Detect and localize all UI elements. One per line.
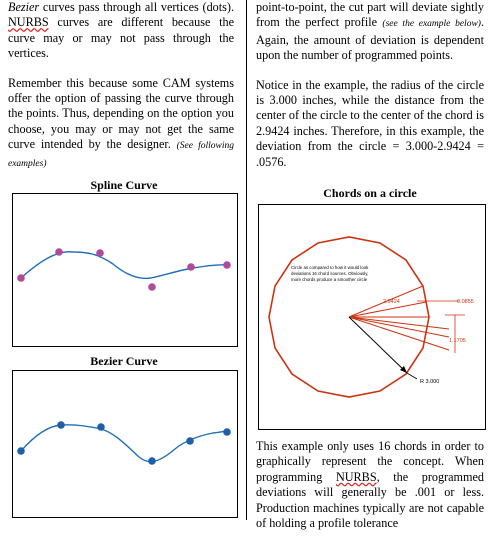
term-nurbs: NURBS: [8, 15, 49, 30]
paragraph-deviation-example: Notice in the example, the radius of the circle is 3.000 inches, while the distance from the center of the circle to the center of the chord is 2.9424 inches. Therefore, in this example, the deviation from the circle = 3.000-2.9424 = .0576.: [256, 77, 484, 169]
text-fragment: curves pass through all vertices (dots).: [39, 0, 234, 14]
chords-figure-title-wrap: [256, 186, 484, 201]
bezier-figure-title: Bezier Curve: [90, 354, 158, 368]
spline-figure-title: Spline Curve: [90, 178, 158, 192]
paragraph-bezier-nurbs: [8, 0, 234, 62]
spline-control-point: [96, 249, 104, 257]
text-fragment: , the programmed deviations will generally be .001 or less. Production machines typically are not capable of holding a profile tolerance: [256, 469, 484, 531]
bezier-control-point: [97, 423, 105, 431]
spline-control-point: [223, 261, 231, 269]
radius-leader-tail: [407, 373, 417, 379]
bezier-curve-line: [21, 425, 229, 462]
right-column: [256, 0, 484, 184]
bezier-control-point: [186, 437, 194, 445]
bezier-control-point: [223, 428, 231, 436]
text-fragment: . Again, the amount of deviation is dependent upon the number of programmed points.: [256, 15, 484, 63]
paragraph-point-to-point: [256, 0, 484, 64]
chords-circle-figure: [258, 204, 486, 430]
chords-figure-title: Chords on a circle: [323, 186, 417, 200]
term-bezier: Bezier: [8, 0, 40, 14]
fig-note-line2: deviations 16 chord sources. Obviously,: [291, 271, 369, 276]
chords-circle-svg: [259, 205, 485, 429]
term-nurbs: NURBS: [335, 469, 377, 484]
text-fragment: Remember this because some CAM systems offer the option of passing the curve through the points. Thus, depending on the option you choose, you may or may not get the same curve intended by the designer.: [8, 75, 234, 152]
paragraph-cam-options: [8, 76, 234, 172]
spline-control-point: [148, 283, 156, 291]
paragraph-sixteen-chords: [256, 439, 484, 531]
fig-note-line3: more chords produce a smoother circle: [291, 277, 368, 282]
dim-label-1-1705: 1.1705: [449, 338, 466, 344]
spline-control-point: [17, 274, 25, 282]
column-divider: [246, 0, 247, 520]
dim-label-2-9424: 2.9424: [383, 299, 400, 305]
dim-label-0-0855: 0.0855: [457, 299, 474, 305]
spline-control-point: [55, 248, 63, 256]
spline-figure-title-wrap: [8, 178, 240, 193]
fig-note-line1: Circle as compared to how it would look: [291, 265, 369, 270]
left-column: [8, 0, 234, 186]
text-fragment: This example only uses 16 chords in order to graphically represent the concept. When programming: [256, 439, 484, 484]
bezier-control-point: [17, 447, 25, 455]
bezier-control-point: [148, 457, 156, 465]
spline-curve-svg: [13, 194, 237, 346]
spline-curve-line: [21, 252, 228, 279]
bezier-figure-title-wrap: [8, 354, 240, 369]
text-fragment: point-to-point, the cut part will deviate sightly from the perfect profile: [256, 0, 484, 30]
radius-leader: [349, 317, 407, 373]
right-column-continued: [256, 439, 484, 545]
bezier-curve-svg: [13, 371, 237, 517]
bezier-curve-figure: [12, 370, 238, 518]
spline-curve-figure: [12, 193, 238, 347]
bezier-control-point: [57, 421, 65, 429]
see-examples-note: (See following examples): [8, 141, 234, 169]
see-example-note: (see the example below): [382, 19, 481, 30]
dim-label-radius: R 3.000: [420, 379, 440, 385]
text-fragment: curves are different because the curve may or may not pass through the vertices.: [8, 15, 234, 61]
spline-control-point: [187, 263, 195, 271]
